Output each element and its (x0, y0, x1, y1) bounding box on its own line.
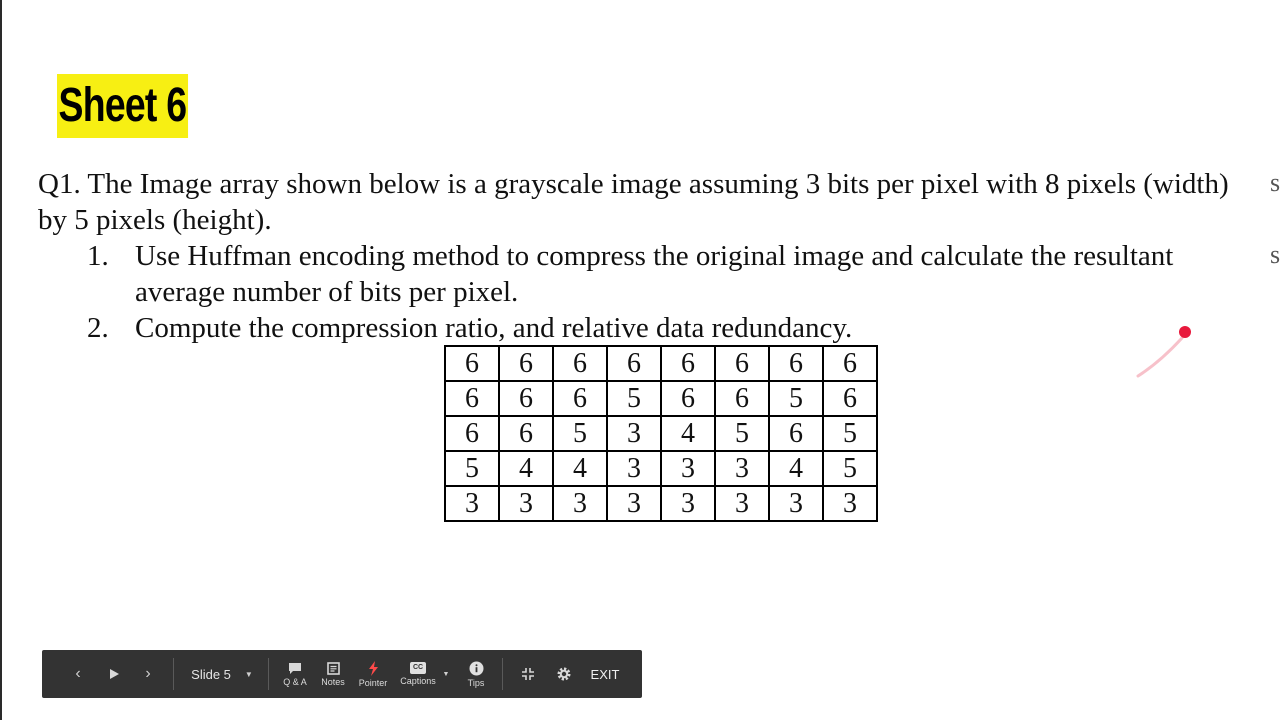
toolbar-divider (502, 658, 503, 690)
pixel-cell: 5 (715, 416, 769, 451)
image-array-table (444, 345, 878, 522)
chevron-right-icon: › (145, 665, 151, 682)
cropped-edge-text: s (1270, 240, 1280, 269)
pixel-cell: 6 (553, 346, 607, 381)
pixel-cell: 6 (769, 346, 823, 381)
exit-fullscreen-button[interactable] (516, 650, 540, 698)
table-row (445, 381, 877, 416)
item-number: 1. (87, 240, 109, 272)
settings-button[interactable] (552, 650, 576, 698)
exit-label: EXIT (590, 666, 620, 682)
pixel-cell: 3 (553, 486, 607, 521)
qa-label: Q & A (283, 676, 307, 687)
table-row (445, 346, 877, 381)
pixel-cell: 3 (769, 486, 823, 521)
captions-icon: CC (410, 662, 426, 674)
toolbar-divider (268, 658, 269, 690)
pointer-button[interactable] (355, 650, 391, 698)
pixel-cell: 3 (715, 486, 769, 521)
question-item-1 (87, 238, 1174, 308)
pixel-cell: 3 (607, 416, 661, 451)
pixel-cell: 3 (499, 486, 553, 521)
pixel-cell: 6 (661, 381, 715, 416)
pixel-cell: 5 (553, 416, 607, 451)
pixel-cell: 4 (553, 451, 607, 486)
slide-selector[interactable] (182, 650, 262, 698)
pixel-cell: 6 (445, 381, 499, 416)
toolbar-divider (173, 658, 174, 690)
notes-button[interactable] (318, 650, 348, 698)
item-number: 2. (87, 312, 109, 344)
gear-icon (556, 666, 572, 682)
chevron-down-icon: ▼ (442, 670, 450, 678)
window-left-border (0, 0, 2, 720)
question-item-2 (87, 310, 853, 346)
captions-button[interactable] (397, 650, 439, 698)
chevron-down-icon: ▼ (244, 669, 253, 679)
notes-label: Notes (321, 676, 345, 687)
pixel-cell: 6 (499, 346, 553, 381)
pixel-cell: 6 (661, 346, 715, 381)
pixel-cell: 6 (823, 346, 877, 381)
captions-options-button[interactable] (440, 650, 452, 698)
pixel-cell: 4 (661, 416, 715, 451)
pixel-cell: 5 (445, 451, 499, 486)
pixel-cell: 6 (445, 346, 499, 381)
table-row (445, 416, 877, 451)
pixel-cell: 3 (661, 451, 715, 486)
pixel-cell: 6 (499, 381, 553, 416)
play-icon (109, 668, 120, 680)
pixel-cell: 3 (823, 486, 877, 521)
pixel-cell: 3 (715, 451, 769, 486)
pixel-cell: 6 (499, 416, 553, 451)
play-button[interactable] (106, 650, 122, 698)
table-row (445, 486, 877, 521)
item-text: Use Huffman encoding method to compress the original image and calculate the resultant average number of bits per pixel. (135, 240, 1174, 308)
slide-title: Sheet 6 (57, 74, 188, 138)
slide-number-label: Slide 5 (191, 666, 231, 682)
pixel-cell: 6 (607, 346, 661, 381)
next-slide-button[interactable] (140, 650, 156, 698)
info-icon (469, 661, 484, 676)
cropped-edge-text: s (1270, 168, 1280, 197)
pixel-cell: 6 (553, 381, 607, 416)
chevron-left-icon: ‹ (75, 665, 81, 682)
laser-pointer-icon (366, 661, 380, 676)
tips-label: Tips (467, 677, 485, 688)
pixel-cell: 6 (715, 346, 769, 381)
tips-button[interactable] (462, 650, 490, 698)
pixel-cell: 6 (769, 416, 823, 451)
pointer-label: Pointer (358, 677, 388, 688)
exit-fullscreen-icon (521, 667, 535, 681)
pixel-cell: 4 (499, 451, 553, 486)
pixel-cell: 5 (607, 381, 661, 416)
exit-button[interactable] (588, 650, 622, 698)
pixel-cell: 3 (607, 486, 661, 521)
pixel-cell: 5 (769, 381, 823, 416)
question-text: Q1. The Image array shown below is a grayscale image assuming 3 bits per pixel with 8 pixels (width) by 5 pixels (height). (38, 168, 1229, 236)
pixel-cell: 3 (661, 486, 715, 521)
pixel-cell: 6 (715, 381, 769, 416)
item-text: Compute the compression ratio, and relative data redundancy. (135, 312, 853, 344)
captions-label: Captions (400, 676, 436, 686)
pixel-cell: 6 (445, 416, 499, 451)
pixel-cell: 4 (769, 451, 823, 486)
presenter-toolbar (42, 650, 642, 698)
chat-icon (288, 662, 302, 675)
pixel-cell: 5 (823, 451, 877, 486)
pixel-cell: 6 (823, 381, 877, 416)
pixel-cell: 3 (607, 451, 661, 486)
prev-slide-button[interactable] (70, 650, 86, 698)
notes-icon (327, 662, 340, 675)
pixel-cell: 5 (823, 416, 877, 451)
laser-pointer (1130, 322, 1200, 382)
pixel-cell: 3 (445, 486, 499, 521)
table-row (445, 451, 877, 486)
qa-button[interactable] (280, 650, 310, 698)
